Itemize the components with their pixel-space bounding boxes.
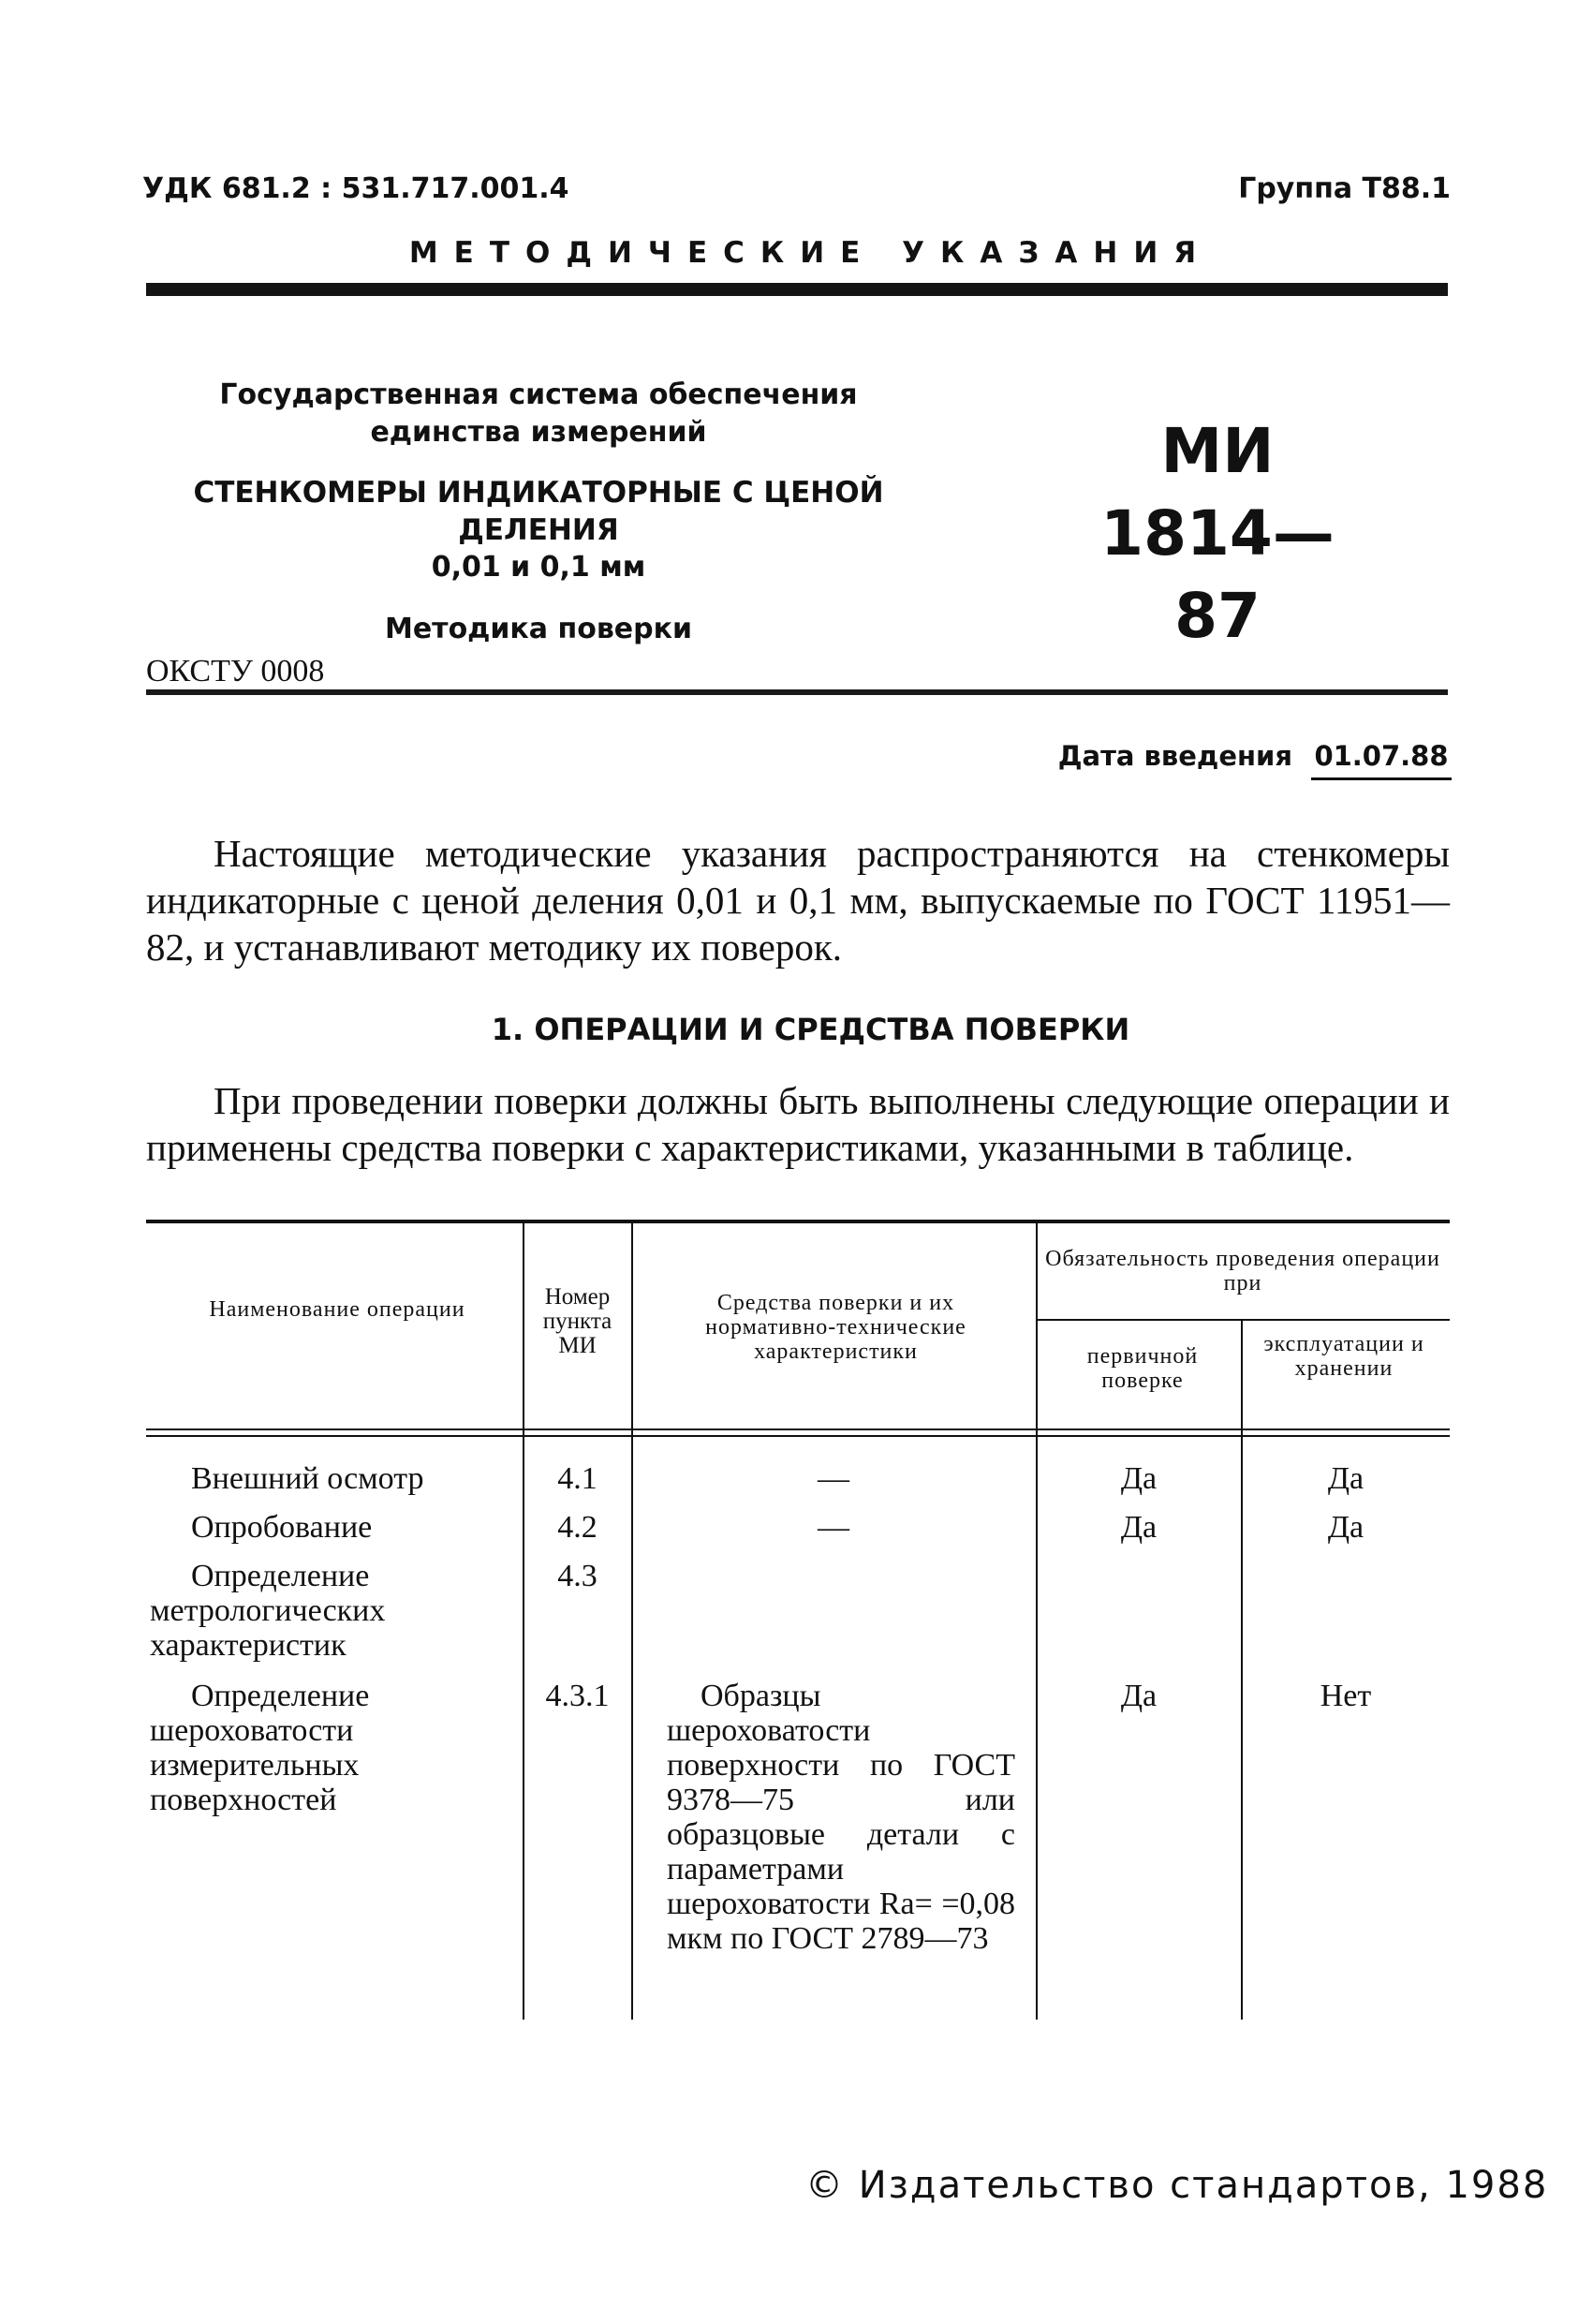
column-divider (1036, 1223, 1038, 2020)
document-title-line-1: СТЕНКОМЕРЫ ИНДИКАТОРНЫЕ С ЦЕНОЙ ДЕЛЕНИЯ (193, 476, 884, 547)
intro-paragraph: Настоящие методические указания распространяются на стенкомеры индикаторные с ценой деления 0,01 и 0,1 мм, выпускаемые по ГОСТ 11951—82, и устанавливают методику их поверок. (146, 832, 1450, 969)
udk-code: УДК 681.2 : 531.717.001.4 (142, 172, 569, 205)
header-primary-verification: первичной поверке (1086, 1344, 1199, 1393)
cell-storage: Да (1327, 1510, 1364, 1545)
document-subtitle: Методика поверки (384, 613, 693, 645)
cell-operation: Определение метрологических характеристик (150, 1559, 386, 1663)
cell-operation: Определение шероховатости измерительных поверхностей (150, 1679, 370, 1817)
table-header-rule (146, 1428, 1450, 1430)
column-divider (1241, 1321, 1243, 2020)
okstu-rule (146, 689, 1448, 695)
cell-primary: Да (1120, 1461, 1158, 1496)
obligation-subheader-rule (1036, 1319, 1450, 1321)
table-row (191, 1510, 506, 1545)
cell-means: — (818, 1461, 849, 1496)
table-row (150, 1679, 510, 1817)
section-1-paragraph: При проведении поверки должны быть выполнены следующие операции и применены средства поверки с характеристиками, указанными в таблице. (146, 1079, 1450, 1169)
cell-item: 4.3 (557, 1559, 597, 1593)
introduction-date-label: Дата введения (1057, 740, 1292, 772)
introduction-date-value: 01.07.88 (1311, 740, 1452, 780)
series-title: МЕТОДИЧЕСКИЕ УКАЗАНИЯ (408, 236, 1213, 270)
copyright-notice: © Издательство стандартов, 1988 (805, 2164, 1549, 2207)
table-header-rule-2 (146, 1435, 1450, 1437)
cell-item: 4.2 (557, 1510, 597, 1545)
document-code (1058, 410, 1377, 658)
system-line-2: единства измерений (370, 416, 707, 449)
header-operation-storage: эксплуатации и хранении (1263, 1332, 1424, 1381)
cell-storage: Нет (1320, 1679, 1372, 1713)
header-item-number: Номер пункта МИ (542, 1284, 612, 1358)
header-rule (146, 283, 1448, 296)
cell-primary: Да (1120, 1510, 1158, 1545)
header-obligation: Обязательность проведения операции при (1045, 1247, 1440, 1295)
cell-item: 4.1 (557, 1461, 597, 1496)
group-code: Группа Т88.1 (1238, 172, 1451, 205)
table-top-rule (146, 1220, 1450, 1223)
title-block (140, 377, 937, 648)
cell-operation: Внешний осмотр (191, 1461, 424, 1496)
cell-operation: Опробование (191, 1510, 373, 1545)
header-means: Средства поверки и их нормативно-технические характеристики (705, 1291, 966, 1364)
header-operation: Наименование операции (209, 1297, 465, 1322)
table-row (150, 1559, 510, 1663)
cell-storage: Да (1327, 1461, 1364, 1496)
column-divider (631, 1223, 633, 2020)
section-1-title: 1. ОПЕРАЦИИ И СРЕДСТВА ПОВЕРКИ (491, 1012, 1130, 1047)
document-code-number: 1814—87 (1100, 497, 1335, 652)
table-row (191, 1461, 506, 1496)
okstu-code: ОКСТУ 0008 (146, 654, 325, 688)
system-line-1: Государственная система обеспечения (219, 378, 858, 411)
document-code-prefix: МИ (1160, 415, 1275, 487)
document-title-line-2: 0,01 и 0,1 мм (431, 551, 646, 584)
cell-means: Образцы шероховатости поверхности по ГОСТ 9378—75 или образцовые детали с параметрами шероховатости Ra= =0,08 мкм по ГОСТ 2789—73 (667, 1679, 1015, 1956)
cell-primary: Да (1120, 1679, 1158, 1713)
cell-item: 4.3.1 (545, 1679, 610, 1713)
cell-means: — (818, 1510, 849, 1545)
